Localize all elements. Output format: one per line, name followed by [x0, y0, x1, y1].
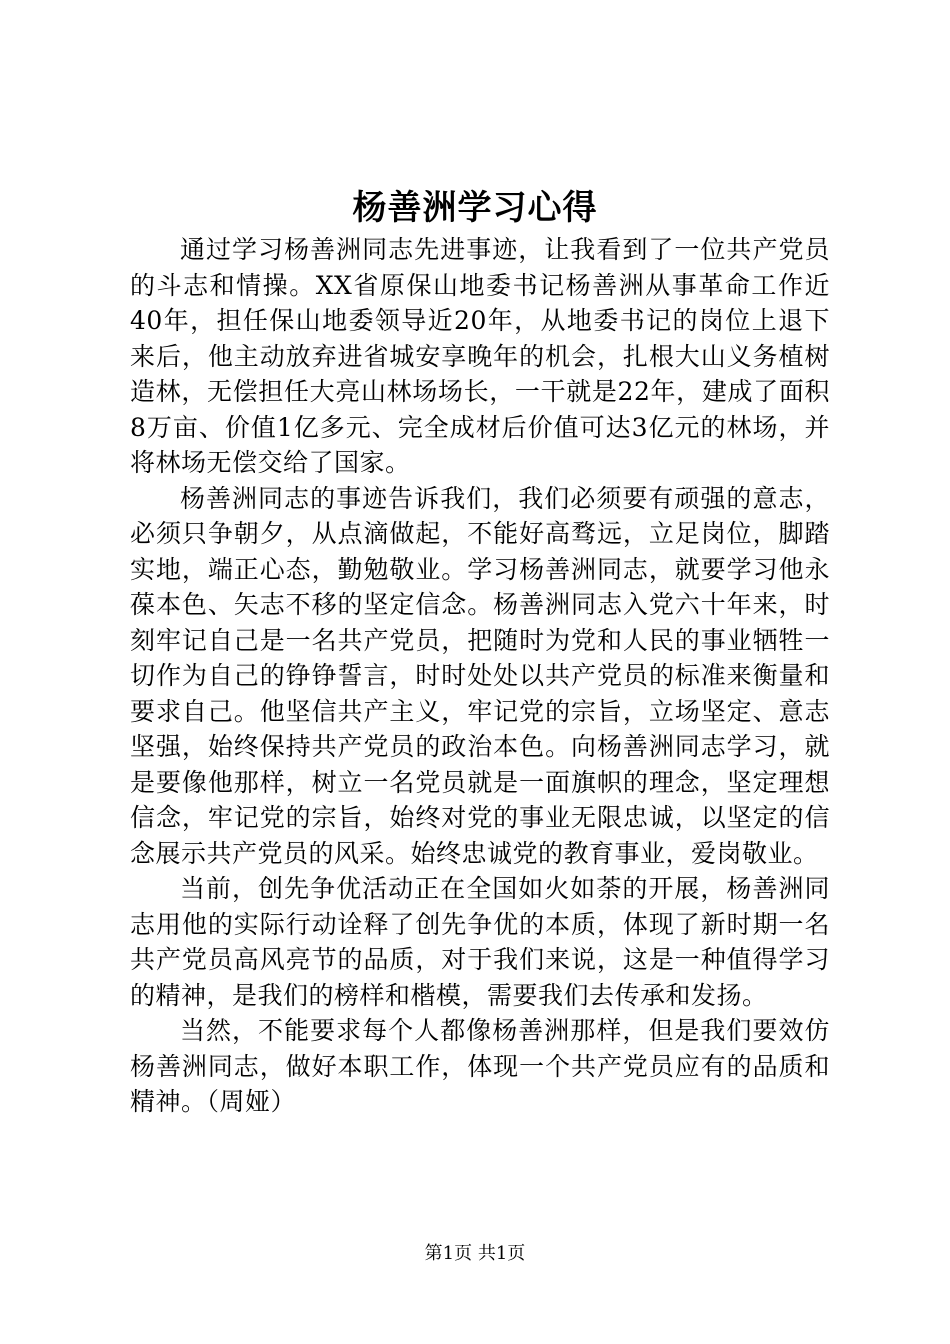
paragraph-1: 通过学习杨善洲同志先进事迹，让我看到了一位共产党员的斗志和情操。XX省原保山地委书记杨善洲从事革命工作近40年，担任保山地委领导近20年，从地委书记的岗位上退下来后，他主动放弃进省城安享晚年的机会，扎根大山义务植树造林，无偿担任大亮山林场场长，一干就是22年，建成了面积8万亩、价值1亿多元、完全成材后价值可达3亿元的林场，并将林场无偿交给了国家。 [130, 235, 830, 477]
paragraph-2: 杨善洲同志的事迹告诉我们，我们必须要有顽强的意志，必须只争朝夕，从点滴做起，不能好高骛远，立足岗位，脚踏实地，端正心态，勤勉敬业。学习杨善洲同志，就要学习他永葆本色、矢志不移的坚定信念。杨善洲同志入党六十年来，时刻牢记自己是一名共产党员，把随时为党和人民的事业牺牲一切作为自己的铮铮誓言，时时处处以共产党员的标准来衡量和要求自己。他坚信共产主义，牢记党的宗旨，立场坚定、意志坚强，始终保持共产党员的政治本色。向杨善洲同志学习，就是要像他那样，树立一名党员就是一面旗帜的理念，坚定理想信念，牢记党的宗旨，始终对党的事业无限忠诚，以坚定的信念展示共产党员的风采。始终忠诚党的教育事业，爱岗敬业。 [130, 483, 830, 868]
paragraph-4: 当然，不能要求每个人都像杨善洲那样，但是我们要效仿杨善洲同志，做好本职工作，体现一个共产党员应有的品质和精神。（周娅） [130, 1016, 830, 1116]
document-title: 杨善洲学习心得 [352, 188, 598, 228]
paragraph-3: 当前，创先争优活动正在全国如火如荼的开展，杨善洲同志用他的实际行动诠释了创先争优的本质，体现了新时期一名共产党员高风亮节的品质，对于我们来说，这是一种值得学习的精神，是我们的榜样和楷模，需要我们去传承和发扬。 [130, 874, 830, 1010]
document-body [130, 232, 830, 1120]
page-number-footer: 第1页 共1页 [424, 1243, 526, 1264]
